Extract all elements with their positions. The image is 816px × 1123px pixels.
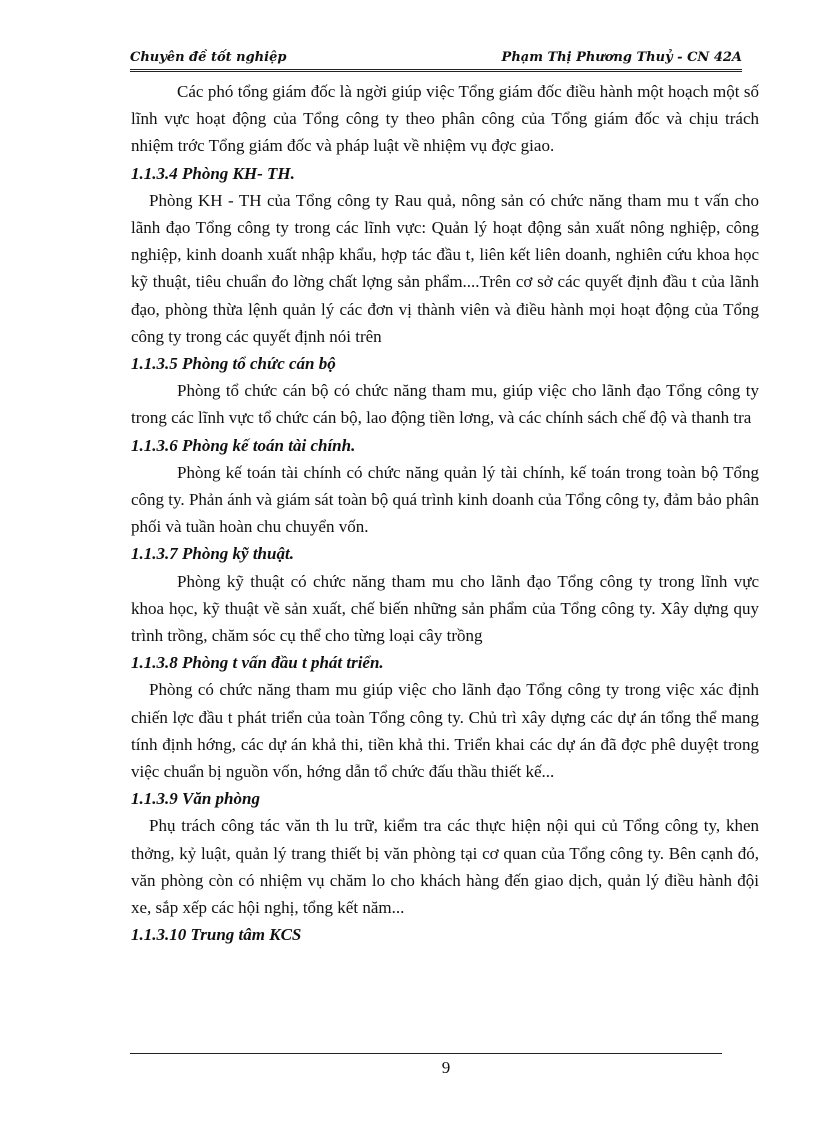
section-heading-accounting: 1.1.3.6 Phòng kế toán tài chính. — [131, 435, 356, 455]
section-heading-kh-th: 1.1.3.4 Phòng KH- TH. — [131, 163, 295, 183]
footer-rule — [130, 1053, 722, 1054]
paragraph-deputy-directors: Các phó tổng giám đốc là ngời giúp việc Tổng giám đốc điều hành một hoạch một số lĩnh vực hoạt động của Tổng công ty theo phân công của Tổng giám đốc và chịu trách nhiệm trớc Tổng giám đốc và pháp luật về nhiệm vụ đợc giao. — [131, 82, 759, 156]
header-author: Phạm Thị Phương Thuỷ - CN 42A — [501, 50, 742, 65]
paragraph-personnel: Phòng tổ chức cán bộ có chức năng tham mu, giúp việc cho lãnh đạo Tổng công ty trong các lĩnh vực tổ chức cán bộ, lao động tiền lơng, và các chính sách chế độ và thanh tra — [131, 381, 759, 428]
paragraph-kh-th: Phòng KH - TH của Tổng công ty Rau quả, nông sản có chức năng tham mu t vấn cho lãnh đạo Tổng công ty trong các lĩnh vực: Quản lý hoạt động sản xuất nông nghiệp, công nghiệp, kinh doanh xuất nhập khẩu, hợp tác đầu t, liên kết liên doanh, nghiên cứu khoa học kỹ thuật, tiêu chuẩn đo lờng chất lợng sản phẩm....Trên cơ sở các quyết định đầu t của lãnh đạo, phòng thừa lệnh quản lý các đơn vị thành viên và điều hành mọi hoạt động của Tổng công ty trong các quyết định nói trên — [131, 190, 759, 346]
paragraph-office: Phụ trách công tác văn th lu trữ, kiểm tra các thực hiện nội qui củ Tổng công ty, khen thởng, kỷ luật, quản lý trang thiết bị văn phòng tại cơ quan của Tổng công ty. Bên cạnh đó, văn phòng còn có nhiệm vụ chăm lo cho khách hàng đến giao dịch, quản lý điều hành đội xe, sắp xếp các hội nghị, tổng kết năm... — [131, 816, 759, 918]
section-heading-personnel: 1.1.3.5 Phòng tổ chức cán bộ — [131, 354, 336, 374]
paragraph-investment: Phòng có chức năng tham mu giúp việc cho lãnh đạo Tổng công ty trong việc xác định chiến lợc đầu t phát triển của toàn Tổng công ty. Chủ trì xây dựng các dự án tổng thể mang tính định hớng, các dự án khả thi, tiền khả thi. Triển khai các dự án đã đợc phê duyệt trong việc chuẩn bị nguồn vốn, hớng dẫn tổ chức đấu thầu thiết kế... — [131, 680, 759, 782]
paragraph-technical: Phòng kỹ thuật có chức năng tham mu cho lãnh đạo Tổng công ty trong lĩnh vực khoa học, kỹ thuật về sản xuất, chế biến những sản phẩm của Tổng công ty. Xây dựng quy trình trồng, chăm sóc cụ thể cho từng loại cây trồng — [131, 571, 759, 646]
section-heading-investment: 1.1.3.8 Phòng t vấn đầu t phát triển. — [131, 653, 384, 673]
paragraph-accounting: Phòng kế toán tài chính có chức năng quản lý tài chính, kế toán trong toàn bộ Tổng công ty. Phản ánh và giám sát toàn bộ quá trình kinh doanh của Tổng công ty, đảm bảo phân phối và tuần hoàn chu chuyển vốn. — [131, 462, 759, 537]
page-number: 9 — [441, 1058, 451, 1077]
document-body — [131, 78, 759, 949]
header-thesis-title: Chuyên đề tốt nghiệp — [130, 50, 287, 65]
section-heading-kcs: 1.1.3.10 Trung tâm KCS — [131, 925, 302, 945]
section-heading-office: 1.1.3.9 Văn phòng — [131, 789, 260, 809]
section-heading-technical: 1.1.3.7 Phòng kỹ thuật. — [131, 544, 294, 564]
page-header — [130, 47, 742, 72]
